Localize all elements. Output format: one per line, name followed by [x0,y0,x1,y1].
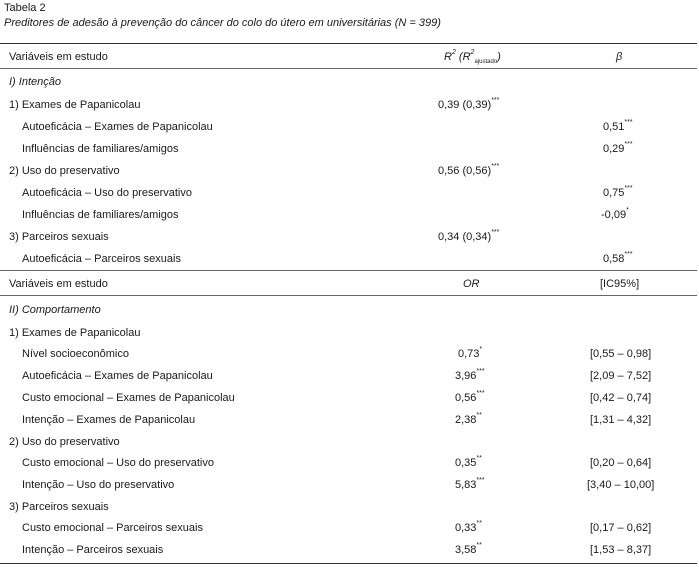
s2-row-9-ci: [0,17 – 0,62] [590,522,652,534]
s2-row-4-ci: [1,31 – 4,32] [590,414,652,426]
s2-row-2-or: 3,96*** [455,368,485,382]
s2-row-4-label: Intenção – Exames de Papanicolau [22,414,196,426]
s2-row-6-ci: [0,20 – 0,64] [590,457,652,469]
s2-row-7-label: Intenção – Uso do preservativo [22,479,175,491]
s1-row-7-label: Autoeficácia – Parceiros sexuais [22,253,181,265]
s1-row-6-label: 3) Parceiros sexuais [9,231,109,243]
s2-row-9-or: 0,33** [455,520,482,534]
s2-row-10-ci: [1,53 – 8,37] [590,544,652,556]
s2-row-1-ci: [0,55 – 0,98] [590,348,652,360]
s1-row-5-beta: -0,09* [601,207,629,221]
table-number: Tabela 2 [4,2,46,14]
s2-row-3-ci: [0,42 – 0,74] [590,392,652,404]
s1-row-2-label: Influências de familiares/amigos [22,143,179,155]
header-r2: $R^2$ $(R^2_{ajustado})$ [444,49,501,66]
s1-row-0-label: 1) Exames de Papanicolau [9,99,141,111]
s1-row-4-label: Autoeficácia – Uso do preservativo [22,187,192,199]
s2-row-2-label: Autoeficácia – Exames de Papanicolau [22,370,213,382]
table-title: Preditores de adesão à prevenção do câncer do colo do útero em universitárias (N = 399) [4,17,441,29]
header2-variables: Variáveis em estudo [9,278,108,290]
header-variables: Variáveis em estudo [9,51,108,63]
section1-title: I) Intenção [9,76,61,88]
s1-row-3-label: 2) Uso do preservativo [9,165,120,177]
s1-row-5-label: Influências de familiares/amigos [22,209,179,221]
s2-row-6-or: 0,35** [455,455,482,469]
s2-row-10-label: Intenção – Parceiros sexuais [22,544,164,556]
s2-row-3-or: 0,56*** [455,390,485,404]
s2-row-7-ci: [3,40 – 10,00] [587,479,655,491]
s2-row-1-or: 0,73* [458,346,483,360]
s2-row-4-or: 2,38** [455,412,482,426]
s2-row-9-label: Custo emocional – Parceiros sexuais [22,522,203,534]
s2-row-5-label: 2) Uso do preservativo [9,436,120,448]
s2-row-7-or: 5,83*** [455,477,485,491]
s2-row-8-label: 3) Parceiros sexuais [9,501,109,513]
s2-row-0-label: 1) Exames de Papanicolau [9,327,141,339]
s1-row-3-r2: 0,56 (0,56)*** [438,163,500,177]
s1-row-1-label: Autoeficácia – Exames de Papanicolau [22,121,213,133]
header-rule-1 [0,68,697,69]
s1-row-0-r2: 0,39 (0,39)*** [438,97,500,111]
s1-row-1-beta: 0,51*** [603,119,633,133]
s1-row-2-beta: 0,29*** [603,141,633,155]
s2-row-3-label: Custo emocional – Exames de Papanicolau [22,392,235,404]
s1-row-6-r2: 0,34 (0,34)*** [438,229,500,243]
s1-row-4-beta: 0,75*** [603,185,633,199]
s1-row-7-beta: 0,58*** [603,251,633,265]
header-rule-2 [0,295,697,296]
section-divider-rule [0,270,697,271]
header2-or: OR [463,278,480,290]
s2-row-6-label: Custo emocional – Uso do preservativo [22,457,214,469]
s2-row-2-ci: [2,09 – 7,52] [590,370,652,382]
bottom-rule [0,563,697,564]
section2-title: II) Comportamento [9,304,101,316]
s2-row-1-label: Nível socioeconômico [22,348,129,360]
header-beta: β [616,51,623,63]
header2-ci: [IC95%] [600,278,640,290]
s2-row-10-or: 3,58** [455,542,482,556]
top-rule [0,43,697,44]
